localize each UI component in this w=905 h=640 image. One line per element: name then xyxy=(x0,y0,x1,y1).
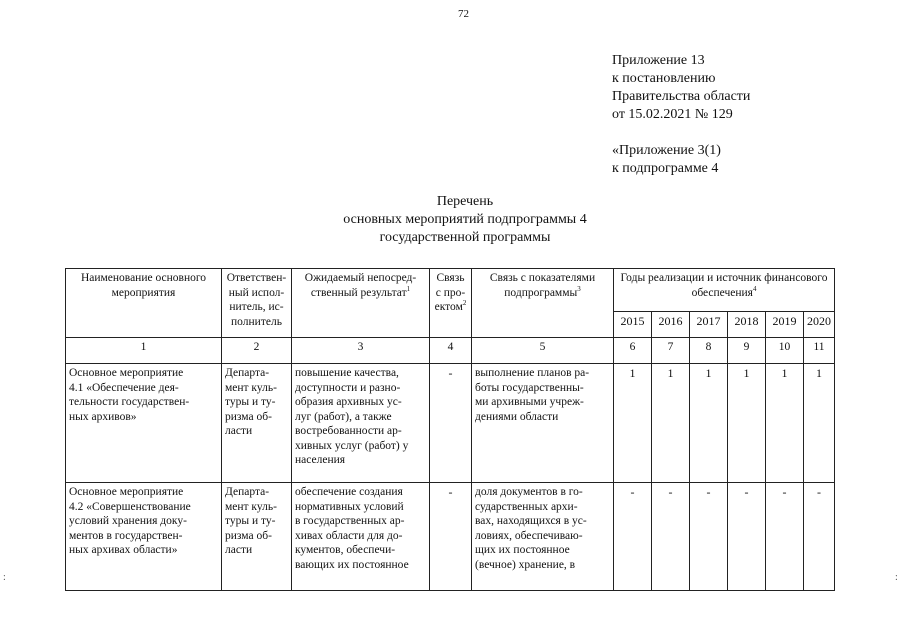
header-project-text: Связь с про- ектом xyxy=(434,272,466,313)
column-number: 9 xyxy=(728,338,766,364)
footnote-ref: 3 xyxy=(577,284,581,293)
year-header: 2020 xyxy=(804,312,835,338)
row-expected-result: повышение качества, доступности и разно- образия архивных ус- луг (работ), а также востребованности ар- хивных услуг (работ) у населения xyxy=(292,364,430,483)
year-header: 2015 xyxy=(614,312,652,338)
row-indicators-link: доля документов в го- сударственных архи- вах, находящихся в ус- ловиях, обеспечиваю- щих их постоянное (вечное) хранение, в xyxy=(475,486,587,571)
row-year-value: - xyxy=(804,483,835,591)
footnote-ref: 2 xyxy=(462,299,467,308)
year-header: 2018 xyxy=(728,312,766,338)
row-year-value: 1 xyxy=(652,364,690,483)
year-header: 2016 xyxy=(652,312,690,338)
appendix-line: к постановлению xyxy=(612,71,716,86)
column-number: 11 xyxy=(804,338,835,364)
header-years-group-text: Годы реализации и источник финансового обеспечения xyxy=(620,272,828,299)
row-project-link: - xyxy=(430,483,472,591)
title-line: государственной программы xyxy=(379,230,551,245)
header-name: Наименование основного мероприятия xyxy=(66,269,222,338)
document-title xyxy=(300,193,630,247)
column-number: 4 xyxy=(430,338,472,364)
edge-mark-right: : xyxy=(895,572,898,583)
page-number: 72 xyxy=(458,8,469,20)
row-measure-name-cell xyxy=(66,483,222,591)
year-header: 2019 xyxy=(766,312,804,338)
row-responsible: Департа- мент куль- туры и ту- ризма об- ласти xyxy=(222,364,292,483)
footnote-ref: 1 xyxy=(406,284,411,293)
appendix-sub-line: «Приложение 3(1) xyxy=(612,143,721,158)
column-number: 1 xyxy=(66,338,222,364)
header-responsible: Ответствен- ный испол- нитель, ис- полнитель xyxy=(222,269,292,338)
row-year-value: - xyxy=(766,483,804,591)
appendix-block xyxy=(612,52,750,178)
row-year-value: 1 xyxy=(728,364,766,483)
table-row xyxy=(66,364,835,483)
appendix-sub-line: к подпрограмме 4 xyxy=(612,161,719,176)
header-indicators xyxy=(472,269,614,338)
title-line: основных мероприятий подпрограммы 4 xyxy=(343,212,587,227)
row-year-value: - xyxy=(690,483,728,591)
row-indicators-link-cell xyxy=(472,483,614,591)
row-responsible: Департа- мент куль- туры и ту- ризма об- ласти xyxy=(225,486,277,556)
appendix-line: Приложение 13 xyxy=(612,53,705,68)
measures-table xyxy=(65,268,835,591)
row-project-link: - xyxy=(430,364,472,483)
header-indicators-text: Связь с показателями подпрограммы xyxy=(489,272,596,299)
row-year-value: 1 xyxy=(690,364,728,483)
year-header: 2017 xyxy=(690,312,728,338)
appendix-line: от 15.02.2021 № 129 xyxy=(612,107,733,122)
table-row xyxy=(66,483,835,591)
row-expected-result-cell xyxy=(292,483,430,591)
title-line: Перечень xyxy=(436,194,494,209)
row-year-value: - xyxy=(652,483,690,591)
column-number-row xyxy=(66,338,835,364)
row-expected-result: обеспечение создания нормативных условий в государственных ар- хивах области для до- кументов, обеспечи- вающих их постоянное xyxy=(295,486,409,571)
row-indicators-link: выполнение планов ра- боты государственны- ми архивными учреж- дениями области xyxy=(472,364,614,483)
header-years-group xyxy=(614,269,835,312)
column-number: 7 xyxy=(652,338,690,364)
column-number: 8 xyxy=(690,338,728,364)
header-result xyxy=(292,269,430,338)
appendix-line: Правительства области xyxy=(612,89,751,104)
edge-mark-left: : xyxy=(3,572,6,583)
row-year-value: 1 xyxy=(614,364,652,483)
row-year-value: - xyxy=(614,483,652,591)
row-measure-name: Основное мероприятие 4.1 «Обеспечение дея- тельности государствен- ных архивов» xyxy=(66,364,222,483)
column-number: 3 xyxy=(292,338,430,364)
column-number: 2 xyxy=(222,338,292,364)
column-number: 5 xyxy=(472,338,614,364)
column-number: 10 xyxy=(766,338,804,364)
row-year-value: 1 xyxy=(766,364,804,483)
row-year-value: - xyxy=(728,483,766,591)
header-result-text: Ожидаемый непосред- ственный результат xyxy=(304,272,417,299)
header-project xyxy=(430,269,472,338)
row-measure-name: Основное мероприятие 4.2 «Совершенствование условий хранения доку- ментов в государствен- ных архивах области» xyxy=(69,486,191,556)
footnote-ref: 4 xyxy=(752,284,757,293)
row-year-value: 1 xyxy=(804,364,835,483)
column-number: 6 xyxy=(614,338,652,364)
row-responsible-cell xyxy=(222,483,292,591)
